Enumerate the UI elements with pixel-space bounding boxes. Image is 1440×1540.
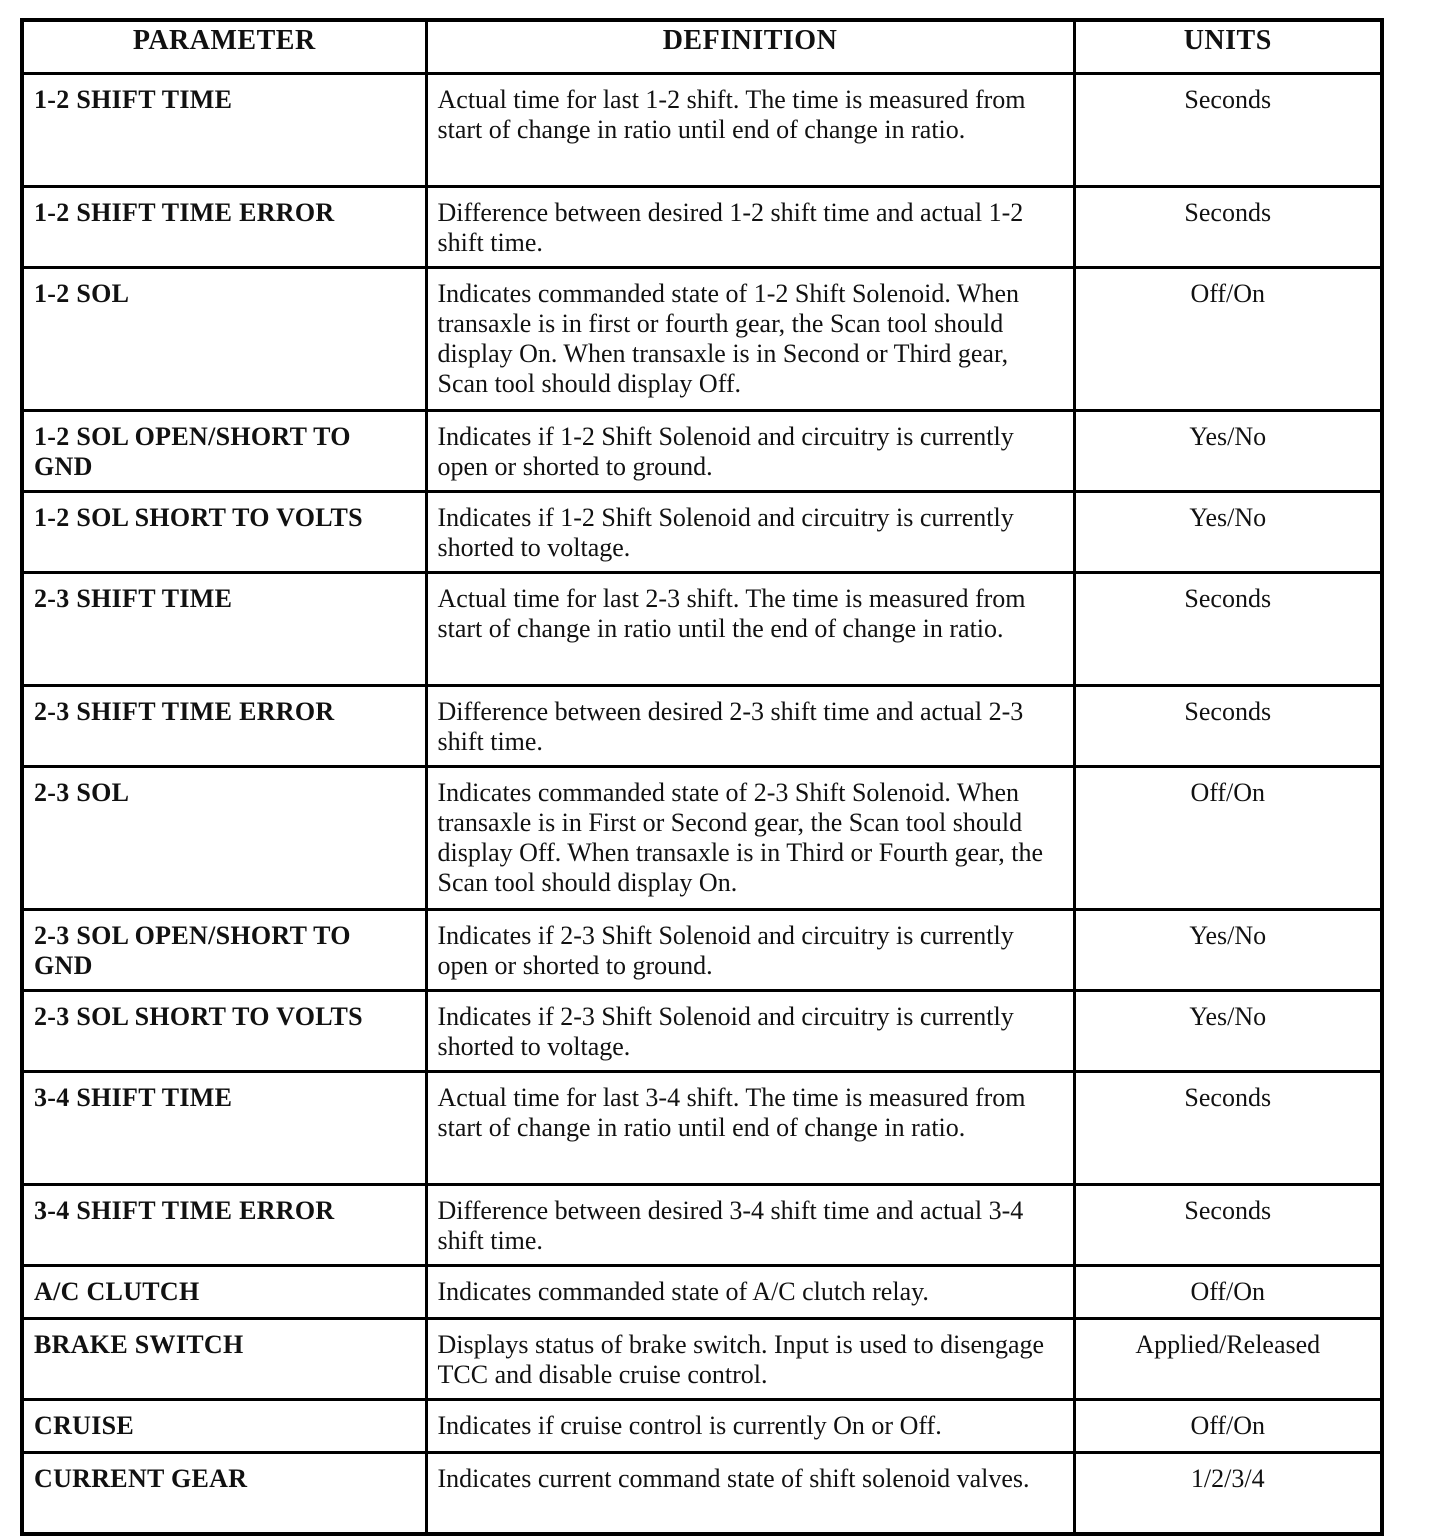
row-parameter: 3-4 SHIFT TIME ERROR [22,1185,426,1266]
row-definition: Indicates commanded state of 2-3 Shift Solenoid. When transaxle is in First or Second gear, the Scan tool should display Off. When transaxle is in Third or Fourth gear, the Scan tool should display On. [426,767,1074,910]
row-parameter: 1-2 SOL [22,268,426,411]
row-parameter: 3-4 SHIFT TIME [22,1072,426,1185]
table-row [22,910,1382,991]
row-parameter: 2-3 SOL SHORT TO VOLTS [22,991,426,1072]
row-parameter: 2-3 SOL [22,767,426,910]
row-units: Yes/No [1074,991,1382,1072]
row-units: Seconds [1074,187,1382,268]
row-parameter: CRUISE [22,1400,426,1453]
row-units: Seconds [1074,686,1382,767]
row-definition: Difference between desired 2-3 shift time and actual 2-3 shift time. [426,686,1074,767]
row-definition: Indicates commanded state of A/C clutch relay. [426,1266,1074,1319]
header-units: UNITS [1074,20,1382,74]
row-units: Yes/No [1074,910,1382,991]
table-row [22,1400,1382,1453]
table-row [22,573,1382,686]
table-row [22,411,1382,492]
row-parameter: 2-3 SOL OPEN/SHORT TO GND [22,910,426,991]
table-row [22,1072,1382,1185]
table-row [22,268,1382,411]
row-units: Off/On [1074,767,1382,910]
row-units: Applied/Released [1074,1319,1382,1400]
row-parameter: 1-2 SHIFT TIME ERROR [22,187,426,268]
row-parameter: BRAKE SWITCH [22,1319,426,1400]
row-definition: Indicates commanded state of 1-2 Shift Solenoid. When transaxle is in first or fourth gear, the Scan tool should display On. When transaxle is in Second or Third gear, Scan tool should display Off. [426,268,1074,411]
row-parameter: 2-3 SHIFT TIME [22,573,426,686]
table-row [22,492,1382,573]
table-row [22,991,1382,1072]
row-definition: Actual time for last 1-2 shift. The time is measured from start of change in ratio until end of change in ratio. [426,74,1074,187]
row-parameter: A/C CLUTCH [22,1266,426,1319]
parameter-table [20,18,1384,1536]
table-row [22,767,1382,910]
row-parameter: CURRENT GEAR [22,1453,426,1535]
row-definition: Indicates if 1-2 Shift Solenoid and circuitry is currently open or shorted to ground. [426,411,1074,492]
row-definition: Displays status of brake switch. Input is used to disengage TCC and disable cruise control. [426,1319,1074,1400]
row-definition: Indicates if cruise control is currently On or Off. [426,1400,1074,1453]
parameter-table-sheet [20,18,1380,1536]
row-definition: Difference between desired 3-4 shift time and actual 3-4 shift time. [426,1185,1074,1266]
row-definition: Indicates if 2-3 Shift Solenoid and circuitry is currently open or shorted to ground. [426,910,1074,991]
table-row [22,1266,1382,1319]
row-definition: Actual time for last 3-4 shift. The time is measured from start of change in ratio until end of change in ratio. [426,1072,1074,1185]
row-units: Seconds [1074,1072,1382,1185]
table-header-row [22,20,1382,74]
row-units: Seconds [1074,1185,1382,1266]
row-parameter: 2-3 SHIFT TIME ERROR [22,686,426,767]
row-definition: Indicates current command state of shift solenoid valves. [426,1453,1074,1535]
row-units: Off/On [1074,1400,1382,1453]
row-units: Off/On [1074,1266,1382,1319]
row-definition: Actual time for last 2-3 shift. The time is measured from start of change in ratio until the end of change in ratio. [426,573,1074,686]
row-units: Yes/No [1074,411,1382,492]
row-units: Yes/No [1074,492,1382,573]
row-definition: Indicates if 2-3 Shift Solenoid and circuitry is currently shorted to voltage. [426,991,1074,1072]
row-units: 1/2/3/4 [1074,1453,1382,1535]
header-definition: DEFINITION [426,20,1074,74]
row-definition: Indicates if 1-2 Shift Solenoid and circuitry is currently shorted to voltage. [426,492,1074,573]
row-units: Off/On [1074,268,1382,411]
table-row [22,1319,1382,1400]
table-row [22,686,1382,767]
row-definition: Difference between desired 1-2 shift time and actual 1-2 shift time. [426,187,1074,268]
table-row [22,1453,1382,1535]
header-parameter: PARAMETER [22,20,426,74]
table-row [22,74,1382,187]
row-parameter: 1-2 SHIFT TIME [22,74,426,187]
row-units: Seconds [1074,74,1382,187]
table-row [22,1185,1382,1266]
row-parameter: 1-2 SOL OPEN/SHORT TO GND [22,411,426,492]
row-parameter: 1-2 SOL SHORT TO VOLTS [22,492,426,573]
table-row [22,187,1382,268]
row-units: Seconds [1074,573,1382,686]
